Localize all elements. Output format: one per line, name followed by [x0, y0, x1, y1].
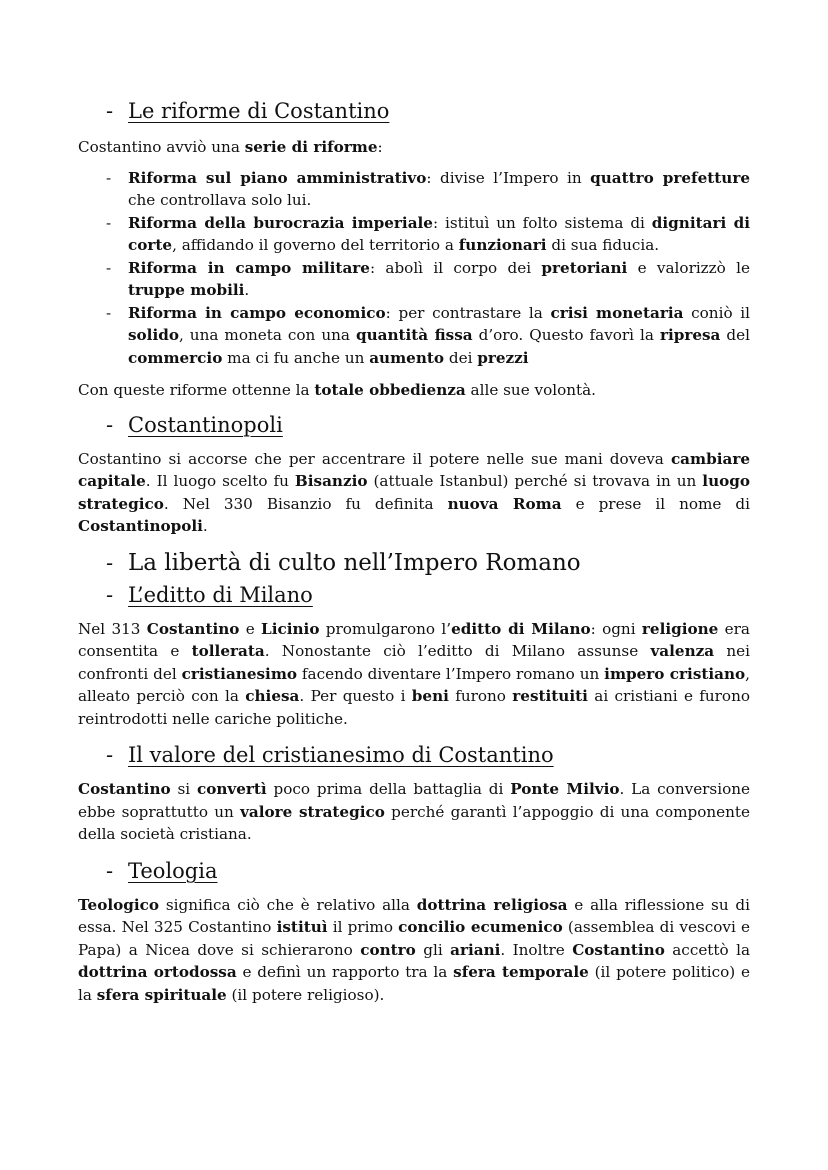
heading-text: Teologia: [128, 858, 218, 883]
valore-paragraph: Costantino si convertì poco prima della battaglia di Ponte Milvio. La conversione ebbe soprattutto un valore strategico perché garantì l’appoggio di una componente della società cristiana.: [78, 780, 751, 843]
costantinopoli-paragraph: Costantino si accorse che per accentrare il potere nelle sue mani doveva cambiare capitale. Il luogo scelto fu Bisanzio (attuale Istanbul) perché si trovava in un luogo strategico. Nel 330 Bisanzio fu definita nuova Roma e prese il nome di Costantinopoli.: [78, 449, 750, 535]
reform-list: [78, 167, 750, 370]
editto-paragraph: Nel 313 Costantino e Licinio promulgarono l’editto di Milano: ogni religione era consentita e tollerata. Nonostante ciò l’editto di Milano assunse valenza nei confronti del cristianesimo facendo diventare l’Impero romano un impero cristiano, alleato perciò con la chiesa. Per questo i beni furono restituiti ai cristiani e furono reintrodotti nelle cariche politiche.: [78, 619, 751, 728]
list-item: - Riforma in campo economico: per contrastare la crisi monetaria coniò il solido, una moneta con una quantità fissa d’oro. Questo favorì la ripresa del commercio ma ci fu anche un aumento dei prezzi: [106, 303, 751, 367]
heading-text: Le riforme di Costantino: [128, 99, 390, 123]
dash-bullet: -: [106, 858, 114, 883]
dash-bullet: -: [106, 582, 114, 607]
heading-valore: [78, 740, 750, 770]
dash-bullet: -: [106, 550, 114, 575]
teologia-paragraph: Teologico significa ciò che è relativo alla dottrina religiosa e alla riflessione su di essa. Nel 325 Costantino istituì il primo concilio ecumenico (assemblea di vescovi e Papa) a Nicea dove si schierarono contro gli ariani. Inoltre Costantino accettò la dottrina ortodossa e definì un rapporto tra la sfera temporale (il potere politico) e la sfera spirituale (il potere religioso).: [78, 895, 751, 1004]
heading-text: Costantinopoli: [128, 412, 283, 437]
dash-bullet: -: [106, 412, 114, 437]
heading-text: L’editto di Milano: [128, 582, 313, 607]
dash-bullet: -: [106, 743, 114, 767]
document-page: [78, 96, 750, 1006]
heading-liberta: [78, 548, 750, 578]
riforme-intro: Costantino avviò una serie di riforme:: [78, 138, 383, 156]
list-item: - Riforma in campo militare: abolì il corpo dei pretoriani e valorizzò le truppe mobili.: [106, 258, 751, 299]
riforme-outro: Con queste riforme ottenne la totale obbedienza alle sue volontà.: [78, 381, 597, 399]
dash-bullet: -: [106, 99, 114, 123]
heading-editto: [78, 580, 750, 610]
heading-teologia: [78, 856, 750, 886]
heading-text: La libertà di culto nell’Impero Romano: [128, 549, 581, 576]
list-item: - Riforma sul piano amministrativo: divise l’Impero in quattro prefetture che controllava solo lui.: [106, 168, 750, 209]
heading-riforme: [78, 96, 750, 126]
heading-costantinopoli: [78, 410, 750, 440]
heading-text: Il valore del cristianesimo di Costantino: [128, 743, 554, 767]
list-item: - Riforma della burocrazia imperiale: istituì un folto sistema di dignitari di corte, affidando il governo del territorio a funzionari di sua fiducia.: [106, 213, 750, 254]
